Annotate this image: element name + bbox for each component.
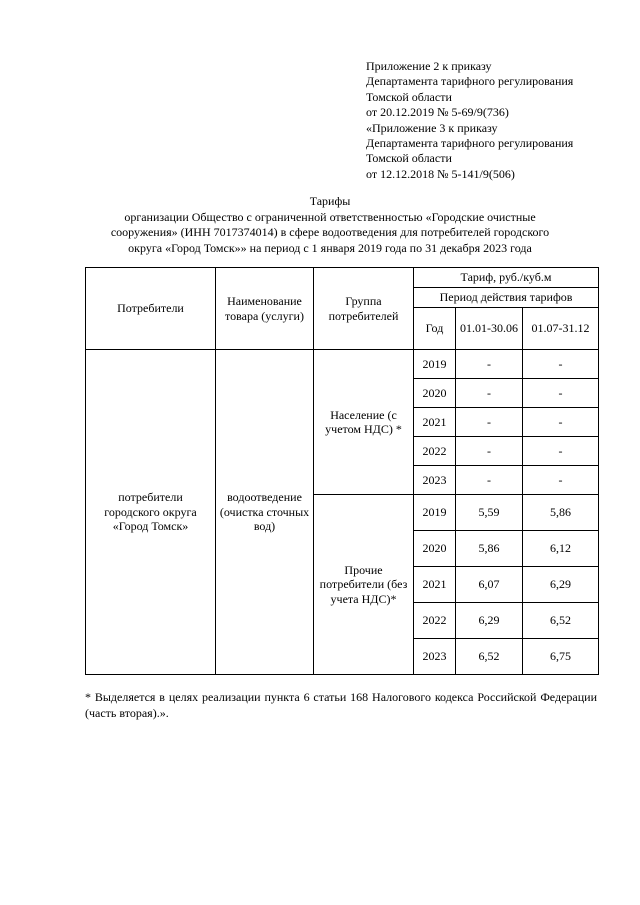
header-line: «Приложение 3 к приказу [366,120,498,135]
appendix-header [366,59,573,182]
header-year: Год [414,308,456,350]
cell-tariff-h1: - [456,437,523,466]
cell-tariff-h2: 5,86 [523,495,599,531]
cell-year: 2022 [414,437,456,466]
title-line: округа «Город Томск»» на период с 1 января 2019 года по 31 декабря 2023 года [128,240,532,255]
cell-product: водоотведение (очистка сточных вод) [216,350,314,675]
header-line: Томской области [366,89,452,104]
header-line: Департамента тарифного регулирования [366,74,574,89]
cell-tariff-h2: - [523,350,599,379]
cell-group-population: Население (с учетом НДС) * [314,350,414,495]
header-half-1: 01.01-30.06 [456,308,523,350]
cell-year: 2019 [414,350,456,379]
cell-tariff-h2: 6,52 [523,603,599,639]
header-line: от 12.12.2018 № 5-141/9(506) [366,166,515,181]
cell-tariff-h1: 6,07 [456,567,523,603]
cell-year: 2019 [414,495,456,531]
cell-year: 2020 [414,379,456,408]
cell-group-other: Прочие потребители (без учета НДС)* [314,495,414,675]
cell-tariff-h2: - [523,408,599,437]
header-line: от 20.12.2019 № 5-69/9(736) [366,105,509,120]
cell-tariff-h2: - [523,379,599,408]
cell-consumers: потребители городского округа «Город Томск» [86,350,216,675]
cell-tariff-h1: 6,52 [456,639,523,675]
title-heading: Тарифы [309,194,351,208]
cell-tariff-h1: 5,86 [456,531,523,567]
cell-tariff-h1: - [456,466,523,495]
header-product: Наименование товара (услуги) [216,268,314,350]
header-tariff: Тариф, руб./куб.м [414,268,599,288]
cell-tariff-h2: 6,29 [523,567,599,603]
cell-tariff-h1: 5,59 [456,495,523,531]
header-half-2: 01.07-31.12 [523,308,599,350]
cell-year: 2023 [414,466,456,495]
tariff-table [85,267,599,675]
cell-tariff-h1: - [456,408,523,437]
cell-tariff-h1: - [456,379,523,408]
cell-year: 2020 [414,531,456,567]
cell-tariff-h2: - [523,437,599,466]
cell-year: 2021 [414,567,456,603]
header-line: Департамента тарифного регулирования [366,136,574,151]
document-title [60,194,600,256]
cell-tariff-h2: 6,75 [523,639,599,675]
header-group: Группа потребителей [314,268,414,350]
cell-year: 2022 [414,603,456,639]
cell-tariff-h2: - [523,466,599,495]
cell-year: 2021 [414,408,456,437]
cell-year: 2023 [414,639,456,675]
title-line: организации Общество с ограниченной ответственностью «Городские очистные [124,209,536,224]
header-consumers: Потребители [86,268,216,350]
title-line: сооружения» (ИНН 7017374014) в сфере водоотведения для потребителей городского [110,225,550,240]
cell-tariff-h2: 6,12 [523,531,599,567]
cell-tariff-h1: - [456,350,523,379]
header-period: Период действия тарифов [414,288,599,308]
cell-tariff-h1: 6,29 [456,603,523,639]
header-line: Томской области [366,151,452,166]
header-line: Приложение 2 к приказу [366,59,492,73]
footnote: * Выделяется в целях реализации пункта 6 статьи 168 Налогового кодекса Российской Федерации (часть вторая).». [85,690,597,720]
